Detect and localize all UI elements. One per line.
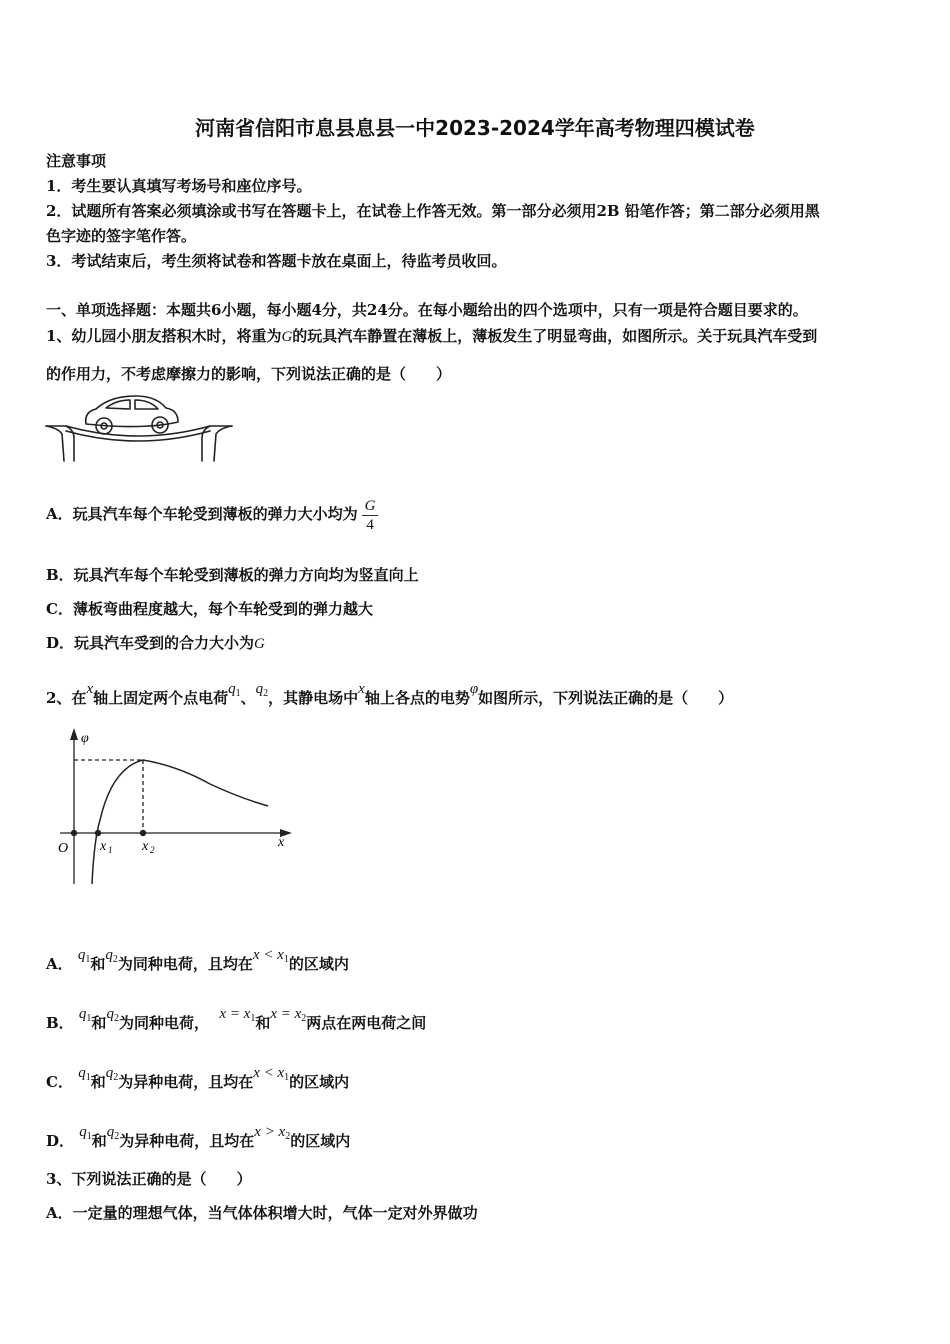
notice-heading: 注意事项 bbox=[46, 152, 107, 170]
graph-x2-label: x bbox=[142, 839, 149, 854]
notice-item-2-cont: 色字迹的签字笔作答。 bbox=[46, 227, 197, 245]
q2b-eq1: $x = x_1$ bbox=[219, 1006, 256, 1024]
q1-option-a[interactable] bbox=[46, 494, 378, 534]
page-title: 河南省信阳市息县息县一中2023-2024学年高考物理四模试卷 bbox=[195, 116, 755, 140]
q2b-and: 和 bbox=[91, 1014, 107, 1032]
q1-option-d[interactable] bbox=[46, 632, 265, 655]
q2-option-b-label: B． bbox=[46, 1014, 74, 1032]
q1-option-d-var: G bbox=[254, 636, 265, 652]
q2-var-x: x bbox=[86, 681, 94, 697]
q2a-q1: $q_1$ bbox=[77, 947, 91, 965]
q2b-text-1: 为同种电荷， bbox=[118, 1014, 209, 1032]
q1-fraction-num: G bbox=[362, 497, 379, 516]
q2-option-b[interactable] bbox=[46, 1003, 426, 1034]
q2-option-a[interactable] bbox=[46, 944, 349, 975]
graph-x1-label: x bbox=[100, 839, 107, 854]
q2-text-5: 如图所示，下列说法正确的是（ ） bbox=[478, 689, 734, 707]
q2-option-d-label: D． bbox=[46, 1132, 75, 1150]
q1-figure-toy-car-on-board bbox=[44, 388, 244, 464]
q2b-and-2: 和 bbox=[255, 1014, 271, 1032]
q2b-eq2: $x = x_2$ bbox=[270, 1006, 307, 1024]
q2d-q2: $q_2$ bbox=[106, 1124, 120, 1142]
q2a-text-2: 的区域内 bbox=[288, 955, 349, 973]
q2-text-1: 2、在 bbox=[46, 689, 87, 707]
graph-origin-label: O bbox=[58, 841, 69, 856]
notice-item-1: 1．考生要认真填写考场号和座位序号。 bbox=[46, 177, 312, 195]
q1-text-b: 的玩具汽车静置在薄板上，薄板发生了明显弯曲，如图所示。关于玩具汽车受到 bbox=[292, 327, 818, 345]
notice-item-2: 2．试题所有答案必须填涂或书写在答题卡上，在试卷上作答无效。第一部分必须用2B 铅笔作答；第二部分必须用黑 bbox=[46, 202, 820, 220]
q1-option-a-text: A．玩具汽车每个车轮受到薄板的弹力大小均为 bbox=[46, 505, 358, 523]
q2c-q2: $q_2$ bbox=[105, 1065, 119, 1083]
q2d-q1: $q_1$ bbox=[79, 1124, 92, 1142]
graph-x-label: x bbox=[278, 835, 285, 850]
q2-option-c[interactable] bbox=[46, 1062, 349, 1093]
q1-option-d-text: D．玩具汽车受到的合力大小为 bbox=[46, 634, 255, 652]
q2b-q1: $q_1$ bbox=[78, 1006, 92, 1024]
q2d-ineq: $x > x_2$ bbox=[254, 1124, 291, 1142]
graph-x2-sub: 2 bbox=[150, 845, 155, 855]
q1-var-g: G bbox=[281, 329, 293, 345]
q2c-q1: $q_1$ bbox=[78, 1065, 91, 1083]
q2-text-3: ，其静电场中 bbox=[268, 689, 359, 707]
q2-sep: 、 bbox=[240, 689, 256, 707]
q2c-text-1: 为异种电荷，且均在 bbox=[118, 1073, 254, 1091]
q1-fraction-den: 4 bbox=[366, 516, 374, 533]
q2c-text-2: 的区域内 bbox=[289, 1073, 350, 1091]
q2-var-q1: $q_1$ bbox=[228, 681, 241, 699]
section-heading: 一、单项选择题：本题共6小题，每小题4分，共24分。在每小题给出的四个选项中，只有一项是符合题目要求的。 bbox=[46, 301, 808, 319]
q2-var-phi: φ bbox=[469, 681, 479, 697]
q2a-ineq: $x < x_1$ bbox=[252, 947, 289, 965]
q2-text-2: 轴上固定两个点电荷 bbox=[93, 689, 229, 707]
q2-option-a-label: A． bbox=[46, 955, 73, 973]
q2d-text-2: 的区域内 bbox=[290, 1132, 351, 1150]
q1-stem-line1 bbox=[46, 325, 817, 348]
q2-figure-potential-graph bbox=[50, 722, 300, 892]
q2-option-d[interactable] bbox=[46, 1121, 350, 1152]
graph-x1-sub: 1 bbox=[108, 845, 113, 855]
q2c-ineq: $x < x_1$ bbox=[253, 1065, 290, 1083]
q1-fraction-g-over-4 bbox=[362, 497, 379, 534]
q2a-q2: $q_2$ bbox=[105, 947, 118, 965]
q1-text-a: 1、幼儿园小朋友搭积木时，将重为 bbox=[46, 327, 282, 345]
q2-option-c-label: C． bbox=[46, 1073, 73, 1091]
q2-var-x-2: x bbox=[358, 681, 365, 697]
q2d-and: 和 bbox=[91, 1132, 107, 1150]
q2b-text-2: 两点在两电荷之间 bbox=[306, 1014, 427, 1032]
q3-stem: 3、下列说法正确的是（ ） bbox=[46, 1170, 252, 1188]
q1-stem-line2: 的作用力，不考虑摩擦力的影响，下列说法正确的是（ ） bbox=[46, 365, 452, 383]
q2b-q2: $q_2$ bbox=[106, 1006, 119, 1024]
q2a-and: 和 bbox=[90, 955, 106, 973]
q1-option-b[interactable]: B．玩具汽车每个车轮受到薄板的弹力方向均为竖直向上 bbox=[46, 566, 419, 584]
q3-option-a[interactable]: A．一定量的理想气体，当气体体积增大时，气体一定对外界做功 bbox=[46, 1204, 478, 1222]
graph-y-label: φ bbox=[81, 731, 89, 746]
notice-item-3: 3．考试结束后，考生须将试卷和答题卡放在桌面上，待监考员收回。 bbox=[46, 252, 507, 270]
q2c-and: 和 bbox=[90, 1073, 106, 1091]
q2-stem bbox=[46, 678, 733, 709]
q2a-text-1: 为同种电荷，且均在 bbox=[117, 955, 253, 973]
q1-option-c[interactable]: C．薄板弯曲程度越大，每个车轮受到的弹力越大 bbox=[46, 600, 373, 618]
q2-text-4: 轴上各点的电势 bbox=[364, 689, 470, 707]
q2d-text-1: 为异种电荷，且均在 bbox=[119, 1132, 255, 1150]
q2-var-q2: $q_2$ bbox=[255, 681, 269, 699]
